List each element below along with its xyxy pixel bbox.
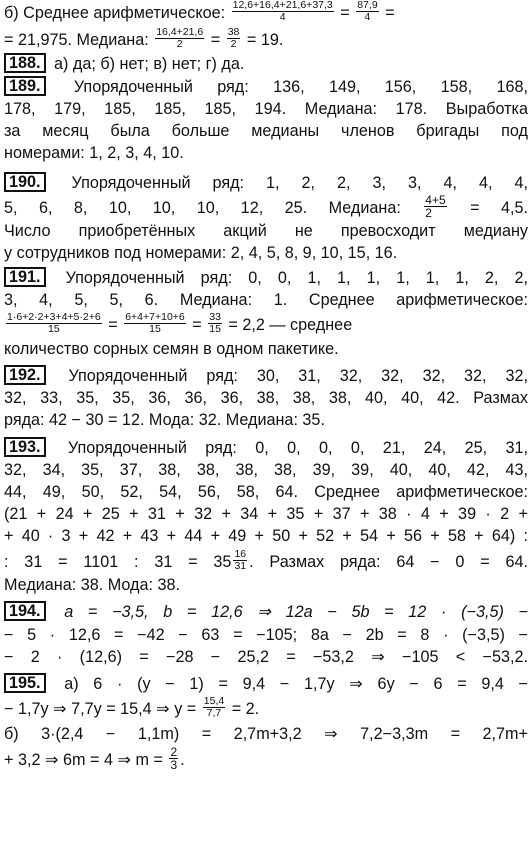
intro-text: = 19. — [246, 30, 284, 49]
fraction-denominator: 4 — [279, 11, 286, 23]
intro-prefix: б) Среднее арифметическое: — [4, 3, 226, 22]
fraction-denominator: 2 — [425, 206, 432, 220]
fraction-denominator: 3 — [170, 758, 178, 772]
answer-text: − 1,7y ⇒ 7,7y = 15,4 ⇒ y = — [4, 699, 197, 718]
fraction-denominator: 15 — [209, 323, 221, 335]
fraction-denominator: 2 — [176, 38, 183, 50]
fraction-numerator: 38 — [227, 26, 240, 38]
fraction — [233, 549, 247, 572]
problem-195-line-4 — [4, 745, 528, 773]
answer-text: : 31 = 1101 : 31 = 35 — [4, 552, 232, 571]
problem-193-line-7: Медиана: 38. Мода: 38. — [4, 576, 180, 594]
answer-text: а) да; б) нет; в) нет; г) да. — [54, 55, 245, 73]
problem-195-line-3: б) 3·(2,4 − 1,1m) = 2,7m+3,2 ⇒ 7,2−3,3m = 2,7m+ — [4, 725, 528, 743]
fraction — [155, 27, 204, 50]
answer-text: а) 6 · (y − 1) = 9,4 − 1,7y ⇒ 6y − 6 = 9,4 − — [64, 675, 529, 693]
problem-193-line-3: 44, 49, 50, 52, 54, 56, 58, 64. Среднее арифметическое: — [4, 483, 528, 501]
answer-text: Упорядоченный ряд: 1, 2, 2, 3, 3, 4, 4, 4, — [71, 174, 528, 192]
fraction-numerator: 2 — [170, 745, 178, 759]
equals: = — [108, 315, 118, 334]
problem-189-line-1 — [4, 77, 528, 97]
fraction-numerator: 12,6+16,4+21,6+37,3 — [232, 0, 333, 11]
answer-text: = 2. — [231, 699, 260, 718]
problem-number: 195. — [4, 673, 46, 693]
problem-190-line-4: у сотрудников под номерами: 2, 4, 5, 8, 9, 10, 15, 16. — [4, 244, 398, 262]
problem-194-line-3: − 2 · (12,6) = −28 − 25,2 = −53,2 ⇒ −105 < −53,2. — [4, 648, 528, 666]
fraction-denominator: 7,7 — [206, 707, 222, 719]
answer-text: Упорядоченный ряд: 136, 149, 156, 158, 168, — [73, 78, 529, 96]
intro-text: = 21,975. Медиана: — [4, 30, 149, 49]
problem-190-line-3: Число приобретённых акций не превосходит медиану — [4, 222, 528, 240]
equals: = — [385, 3, 395, 22]
problem-number: 191. — [4, 267, 46, 287]
fraction — [227, 27, 241, 50]
problem-193-line-4: (21 + 24 + 25 + 31 + 32 + 34 + 35 + 37 + 38 · 4 + 39 · 2 + — [4, 505, 528, 523]
fraction-numerator: 87,9 — [357, 0, 378, 11]
equals: = — [340, 3, 350, 22]
fraction — [424, 194, 446, 219]
answer-text: = 4,5. — [470, 198, 528, 217]
problem-number: 190. — [4, 172, 46, 192]
problem-189-line-3: за месяц была больше медианы членов бригады под — [4, 122, 528, 140]
answer-text: Упорядоченный ряд: 30, 31, 32, 32, 32, 32, 32, — [68, 367, 528, 385]
fraction — [208, 312, 222, 335]
answer-text: = 2,2 — среднее — [228, 315, 353, 334]
fraction — [232, 0, 334, 23]
fraction — [203, 696, 225, 719]
problem-number: 189. — [4, 76, 46, 96]
problem-193-line-2: 32, 34, 35, 37, 38, 38, 38, 38, 39, 39, 40, 40, 42, 43, — [4, 461, 528, 479]
problem-193-line-1 — [4, 438, 528, 458]
answer-text: . — [180, 750, 185, 769]
problem-number: 192. — [4, 365, 46, 385]
problem-number: 194. — [4, 601, 46, 621]
problem-195-line-1 — [4, 674, 528, 694]
fraction-numerator: 6+4+7+10+6 — [125, 311, 185, 323]
problem-189-line-2: 178, 179, 185, 185, 185, 194. Медиана: 178. Выработка — [4, 100, 528, 118]
answer-text: a = −3,5, b = 12,6 ⇒ 12a − 5b = 12 · (−3,5) − — [64, 603, 528, 621]
intro-line-2 — [4, 26, 528, 52]
fraction-numerator: 16 — [234, 548, 247, 560]
fraction-denominator: 15 — [149, 323, 161, 335]
problem-192-line-2: 32, 33, 35, 35, 36, 36, 36, 38, 38, 38, 40, 40, 42. Размах — [4, 389, 528, 407]
fraction-denominator: 4 — [364, 11, 371, 23]
equals: = — [192, 315, 202, 334]
answer-text: Упорядоченный ряд: 0, 0, 1, 1, 1, 1, 1, 1, 2, 2, — [65, 269, 529, 287]
problem-192-line-3: ряда: 42 − 30 = 12. Мода: 32. Медиана: 35. — [4, 411, 325, 429]
problem-193-line-5: + 40 · 3 + 42 + 43 + 44 + 49 + 50 + 52 + 54 + 56 + 58 + 64) : — [4, 527, 528, 545]
fraction-numerator: 16,4+21,6 — [156, 26, 204, 38]
problem-188 — [4, 54, 528, 74]
problem-191-line-2: 3, 4, 5, 5, 6. Медиана: 1. Среднее арифметическое: — [4, 291, 528, 309]
problem-190-line-2 — [4, 193, 528, 221]
problem-191-line-3 — [4, 311, 528, 337]
fraction-denominator: 31 — [234, 560, 247, 572]
answer-text: . Размах ряда: 64 − 0 = 64. — [249, 552, 528, 571]
problem-193-line-6 — [4, 548, 528, 574]
answer-text: 5, 6, 8, 10, 10, 10, 12, 25. Медиана: — [4, 198, 401, 217]
equals: = — [210, 30, 221, 49]
answer-text: Упорядоченный ряд: 0, 0, 0, 0, 21, 24, 25, 31, — [67, 439, 529, 457]
answer-text: + 3,2 ⇒ 6m = 4 ⇒ m = — [4, 750, 163, 769]
fraction — [169, 746, 178, 771]
problem-189-line-4: номерами: 1, 2, 3, 4, 10. — [4, 144, 184, 162]
fraction-numerator: 4+5 — [425, 193, 446, 207]
problem-194-line-2: − 5 · 12,6 = −42 − 63 = −105; 8a − 2b = 8 · (−3,5) − — [4, 626, 528, 644]
fraction-numerator: 15,4 — [203, 695, 225, 707]
problem-191-line-1 — [4, 268, 528, 288]
problem-192-line-1 — [4, 366, 528, 386]
fraction-denominator: 15 — [48, 323, 60, 335]
problem-191-line-4: количество сорных семян в одном пакетике. — [4, 340, 339, 358]
intro-line-1 — [4, 2, 528, 25]
problem-194-line-1 — [4, 602, 528, 622]
fraction-numerator: 33 — [209, 311, 221, 323]
problem-number: 193. — [4, 437, 46, 457]
fraction — [6, 312, 102, 335]
problem-195-line-2 — [4, 695, 528, 721]
problem-number: 188. — [4, 53, 46, 73]
problem-190-line-1 — [4, 173, 528, 193]
fraction — [124, 312, 186, 335]
fraction — [356, 0, 378, 23]
fraction-numerator: 1·6+2·2+3+4+5·2+6 — [7, 311, 101, 323]
fraction-denominator: 2 — [230, 38, 237, 50]
